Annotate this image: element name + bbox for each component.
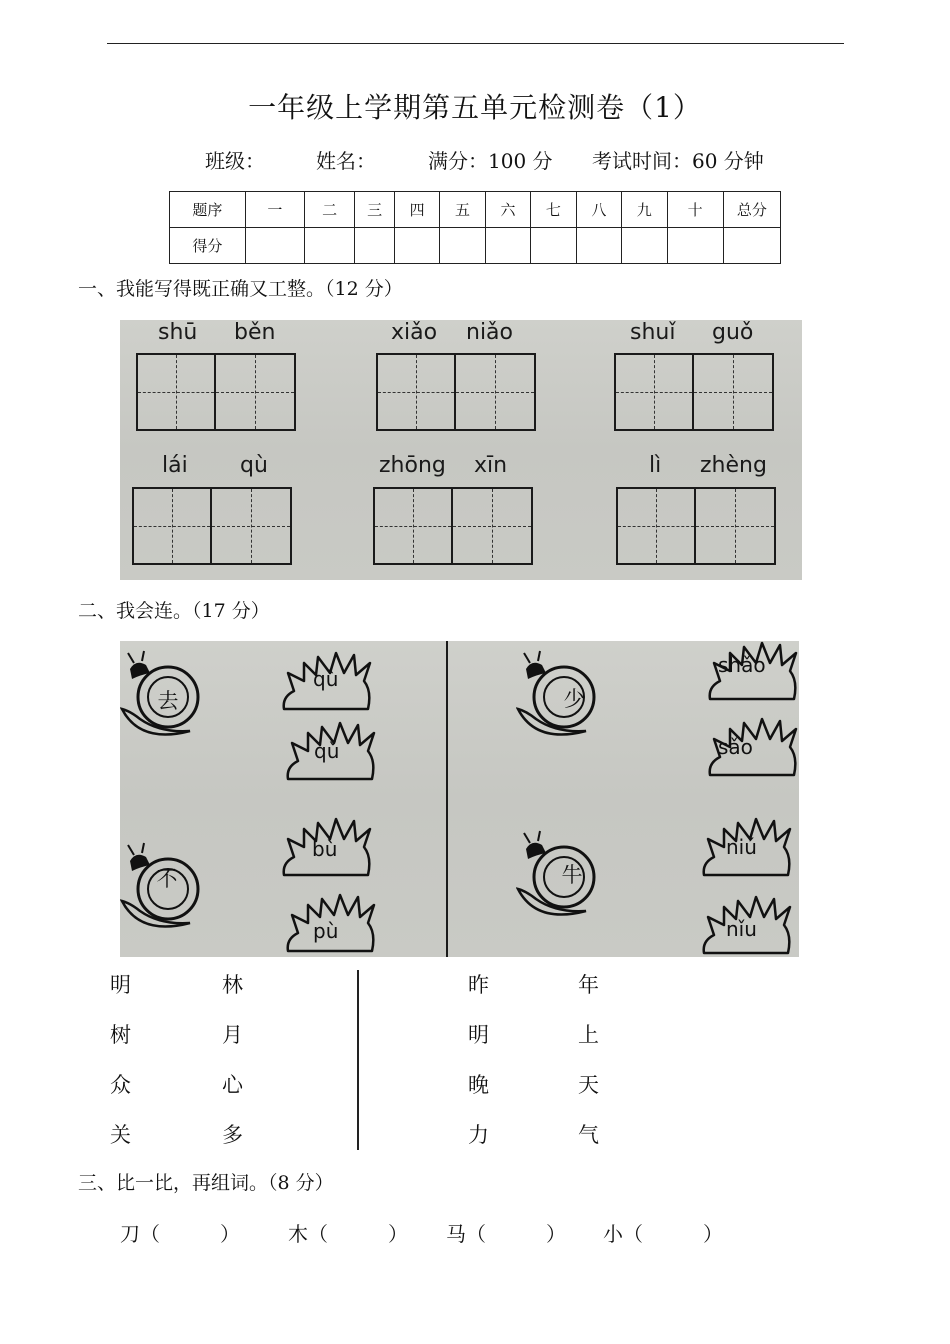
score-header-cell: 四: [394, 192, 439, 228]
snail-character: 牛: [561, 863, 583, 887]
class-label: 班级：: [205, 149, 265, 173]
score-input-cell[interactable]: [667, 228, 723, 264]
word-formation-item[interactable]: 刀（ ）: [120, 1222, 240, 1246]
exam-time-label: 考试时间：60 分钟: [592, 149, 764, 173]
match-char[interactable]: 年: [578, 973, 599, 997]
match-char[interactable]: 心: [222, 1073, 243, 1097]
match-char[interactable]: 明: [110, 973, 131, 997]
writing-box[interactable]: [373, 487, 533, 565]
score-row-label: 得分: [170, 228, 246, 264]
writing-box[interactable]: [614, 353, 774, 431]
score-input-cell[interactable]: [723, 228, 780, 264]
score-header-cell: 七: [531, 192, 576, 228]
writing-box[interactable]: [132, 487, 292, 565]
section3-heading: 三、比一比，再组词。（8 分）: [78, 1172, 334, 1194]
section2-heading: 二、我会连。（17 分）: [78, 600, 270, 622]
writing-box[interactable]: [376, 353, 536, 431]
pinyin-label: xīn: [474, 453, 508, 478]
match-char[interactable]: 林: [222, 973, 243, 997]
photo-divider: [446, 641, 448, 957]
score-header-cell: 二: [305, 192, 355, 228]
word-formation-item[interactable]: 木（ ）: [288, 1222, 408, 1246]
score-input-cell[interactable]: [485, 228, 530, 264]
snail-character: 少: [563, 687, 585, 711]
match-char[interactable]: 力: [468, 1123, 489, 1147]
score-table: [169, 191, 781, 264]
match-char[interactable]: 天: [578, 1073, 599, 1097]
word-formation-item[interactable]: 小（ ）: [603, 1222, 723, 1246]
score-header-cell: 题序: [170, 192, 246, 228]
score-input-cell[interactable]: [305, 228, 355, 264]
grass-pinyin: shǎo: [718, 653, 766, 677]
writing-box[interactable]: [616, 487, 776, 565]
pinyin-label: běn: [234, 320, 276, 345]
snail-character: 不: [156, 867, 178, 891]
word-formation-item[interactable]: 马（ ）: [446, 1222, 566, 1246]
grass-pinyin: niú: [726, 835, 757, 859]
matching-photo: [120, 641, 799, 957]
snail-character: 去: [157, 689, 179, 713]
score-header-cell: 九: [622, 192, 667, 228]
top-rule: [107, 43, 844, 44]
score-input-cell[interactable]: [440, 228, 485, 264]
match-divider: [357, 970, 359, 1150]
match-char[interactable]: 晚: [468, 1073, 489, 1097]
pinyin-label: lì: [649, 453, 662, 478]
match-char[interactable]: 月: [222, 1023, 243, 1047]
score-header-cell: 十: [667, 192, 723, 228]
score-input-cell[interactable]: [394, 228, 439, 264]
score-header-cell: 五: [440, 192, 485, 228]
score-input-cell[interactable]: [531, 228, 576, 264]
match-char[interactable]: 明: [468, 1023, 489, 1047]
pinyin-label: qù: [240, 453, 268, 478]
score-header-cell: 一: [245, 192, 304, 228]
pinyin-label: guǒ: [712, 320, 754, 345]
match-char[interactable]: 上: [578, 1023, 599, 1047]
score-header-cell: 三: [355, 192, 395, 228]
score-input-cell[interactable]: [622, 228, 667, 264]
pinyin-label: lái: [162, 453, 188, 478]
section1-heading: 一、我能写得既正确又工整。（12 分）: [78, 278, 403, 300]
pinyin-label: zhōng: [379, 453, 446, 478]
score-header-cell: 六: [485, 192, 530, 228]
match-char[interactable]: 昨: [468, 973, 489, 997]
match-char[interactable]: 关: [110, 1123, 131, 1147]
score-input-cell[interactable]: [355, 228, 395, 264]
score-header-cell: 总分: [723, 192, 780, 228]
pinyin-label: shū: [158, 320, 198, 345]
grass-pinyin: qǔ: [314, 739, 340, 763]
name-label: 姓名：: [316, 149, 376, 173]
page-title: 一年级上学期第五单元检测卷（1）: [248, 91, 702, 124]
pinyin-label: niǎo: [466, 320, 513, 345]
grass-pinyin: bù: [312, 837, 338, 861]
match-char[interactable]: 树: [110, 1023, 131, 1047]
grass-pinyin: pù: [313, 919, 339, 943]
score-input-cell[interactable]: [245, 228, 304, 264]
match-char[interactable]: 气: [578, 1123, 599, 1147]
pinyin-label: xiǎo: [391, 320, 438, 345]
score-table-score-row: [170, 228, 781, 264]
score-header-cell: 八: [576, 192, 621, 228]
match-char[interactable]: 多: [222, 1123, 243, 1147]
pinyin-label: zhèng: [700, 453, 767, 478]
match-char[interactable]: 众: [110, 1073, 131, 1097]
grass-pinyin: qù: [313, 667, 339, 691]
exam-info-line: [0, 145, 950, 175]
writing-box[interactable]: [136, 353, 296, 431]
score-input-cell[interactable]: [576, 228, 621, 264]
full-score-label: 满分：100 分: [428, 149, 553, 173]
pinyin-label: shuǐ: [630, 320, 676, 345]
writing-grid-photo: [120, 320, 802, 580]
grass-pinyin: sǎo: [718, 735, 753, 759]
grass-pinyin: nǐu: [726, 917, 757, 941]
score-table-header-row: [170, 192, 781, 228]
